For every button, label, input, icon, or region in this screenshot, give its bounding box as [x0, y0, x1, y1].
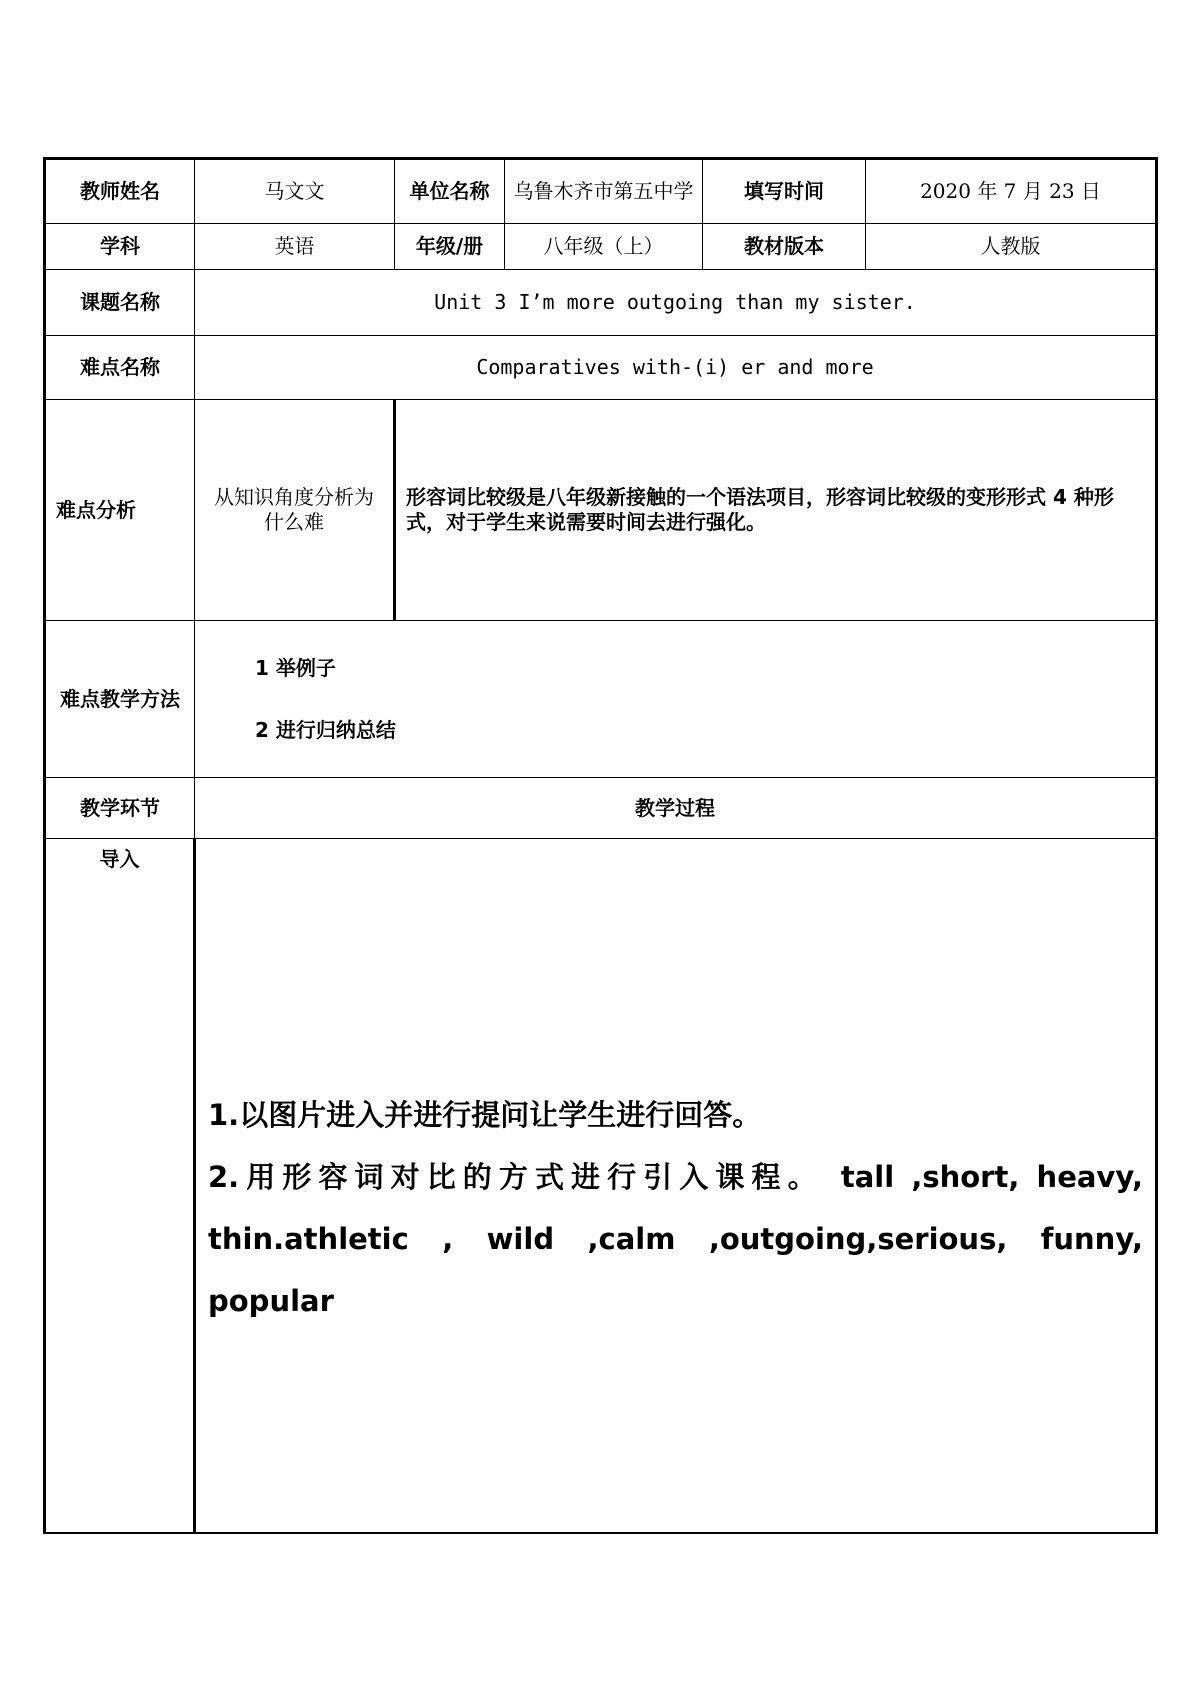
analysis-text: 形容词比较级是八年级新接触的一个语法项目，形容词比较级的变形形式 4 种形式，对于学生来说需要时间去进行强化。 — [395, 400, 1157, 621]
method-item: 1 举例子 — [255, 656, 336, 680]
analysis-sub-label: 从知识角度分析为什么难 — [195, 400, 395, 621]
unit-value: 乌鲁木齐市第五中学 — [505, 159, 703, 224]
teacher-label: 教师姓名 — [45, 159, 195, 224]
analysis-label: 难点分析 — [45, 400, 195, 621]
difficulty-row — [45, 336, 1157, 400]
date-label: 填写时间 — [703, 159, 866, 224]
teacher-value: 马文文 — [195, 159, 395, 224]
edition-value: 人教版 — [866, 224, 1157, 270]
import-label: 导入 — [45, 839, 195, 1533]
import-content — [195, 839, 1157, 1533]
import-line-2: 2.用形容词对比的方式进行引入课程。 tall ,short, heavy, thin.athletic , wild ,calm ,outgoing,serious, funny, popular — [208, 1160, 1143, 1318]
lesson-plan-table — [43, 157, 1158, 1534]
grade-value: 八年级（上） — [505, 224, 703, 270]
analysis-row — [45, 400, 1157, 621]
import-row — [45, 839, 1157, 1533]
subject-value: 英语 — [195, 224, 395, 270]
unit-label: 单位名称 — [395, 159, 505, 224]
method-list — [195, 621, 1157, 778]
process-header-row — [45, 778, 1157, 839]
method-item: 2 进行归纳总结 — [255, 718, 396, 742]
topic-value: Unit 3 I’m more outgoing than my sister. — [195, 270, 1157, 336]
topic-row — [45, 270, 1157, 336]
topic-label: 课题名称 — [45, 270, 195, 336]
header-row-2 — [45, 224, 1157, 270]
grade-label: 年级/册 — [395, 224, 505, 270]
date-value: 2020 年 7 月 23 日 — [866, 159, 1157, 224]
edition-label: 教材版本 — [703, 224, 866, 270]
stage-label: 教学环节 — [45, 778, 195, 839]
method-label: 难点教学方法 — [45, 621, 195, 778]
header-row-1 — [45, 159, 1157, 224]
difficulty-label: 难点名称 — [45, 336, 195, 400]
import-line-1: 1.以图片进入并进行提问让学生进行回答。 — [208, 1098, 762, 1132]
process-label: 教学过程 — [195, 778, 1157, 839]
method-row — [45, 621, 1157, 778]
subject-label: 学科 — [45, 224, 195, 270]
difficulty-value: Comparatives with-(i) er and more — [195, 336, 1157, 400]
